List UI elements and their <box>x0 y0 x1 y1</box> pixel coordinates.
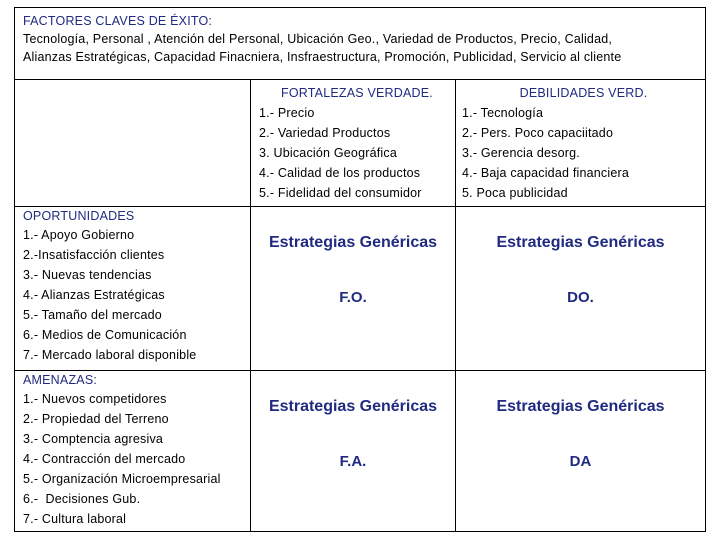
key-factors-line-2: Alianzas Estratégicas, Capacidad Finacniera, Insfraestructura, Promoción, Publicidad, Servicio al cliente <box>23 50 622 64</box>
weaknesses-cell <box>456 83 705 206</box>
opportunity-item: 7.- Mercado laboral disponible <box>23 348 197 362</box>
weakness-item: 3.- Gerencia desorg. <box>462 146 580 160</box>
weakness-item: 4.- Baja capacidad financiera <box>462 166 630 180</box>
strategy-fa-cell <box>251 371 455 532</box>
strength-item: 2.- Variedad Productos <box>259 126 391 140</box>
opportunity-item: 1.- Apoyo Gobierno <box>23 228 135 242</box>
threat-item: 7.- Cultura laboral <box>23 512 127 526</box>
strategy-fo-title: Estrategias Genéricas <box>268 234 438 251</box>
strategy-da-title: Estrategias Genéricas <box>496 398 665 415</box>
swot-matrix <box>14 7 706 532</box>
strategy-do-cell <box>456 207 705 370</box>
opportunities-cell <box>15 207 250 370</box>
weakness-item: 5. Poca publicidad <box>462 186 568 200</box>
key-factors-line-1: Tecnología, Personal , Atención del Personal, Ubicación Geo., Variedad de Productos, Precio, Calidad, <box>23 32 613 46</box>
threat-item: 4.- Contracción del mercado <box>23 452 186 466</box>
weakness-item: 1.- Tecnología <box>462 106 544 120</box>
key-factors-title: FACTORES CLAVES DE ÉXITO: <box>23 14 213 28</box>
threat-item: 5.- Organización Microempresarial <box>23 472 221 486</box>
strategy-fo-code: F.O. <box>339 289 367 306</box>
threat-item: 1.- Nuevos competidores <box>23 392 167 406</box>
weakness-item: 2.- Pers. Poco capaciitado <box>462 126 614 140</box>
threats-title: AMENAZAS: <box>23 373 98 387</box>
strengths-cell <box>251 83 455 206</box>
weaknesses-title: DEBILIDADES VERD. <box>519 86 648 100</box>
strategy-fo-cell <box>251 207 455 370</box>
opportunity-item: 5.- Tamaño del mercado <box>23 308 162 322</box>
opportunities-title: OPORTUNIDADES <box>23 209 135 223</box>
strategy-do-title: Estrategias Genéricas <box>496 234 665 251</box>
opportunity-item: 2.-Insatisfacción clientes <box>23 248 165 262</box>
opportunity-item: 6.- Medios de Comunicación <box>23 328 187 342</box>
threat-item: 6.- Decisiones Gub. <box>23 492 141 506</box>
strategy-fa-code: F.A. <box>339 453 367 470</box>
threats-cell <box>15 371 250 532</box>
strengths-title: FORTALEZAS VERDADE. <box>281 86 433 100</box>
strength-item: 5.- Fidelidad del consumidor <box>259 186 422 200</box>
strength-item: 1.- Precio <box>259 106 315 120</box>
strategy-da-cell <box>456 371 705 532</box>
opportunity-item: 3.- Nuevas tendencias <box>23 268 152 282</box>
opportunity-item: 4.- Alianzas Estratégicas <box>23 288 165 302</box>
strength-item: 3. Ubicación Geográfica <box>259 146 398 160</box>
threat-item: 3.- Comptencia agresiva <box>23 432 164 446</box>
strength-item: 4.- Calidad de los productos <box>259 166 421 180</box>
strategy-fa-title: Estrategias Genéricas <box>268 398 438 415</box>
key-factors-section <box>15 8 705 80</box>
strategy-da-code: DA <box>569 453 592 470</box>
strategy-do-code: DO. <box>567 289 594 306</box>
threat-item: 2.- Propiedad del Terreno <box>23 412 169 426</box>
